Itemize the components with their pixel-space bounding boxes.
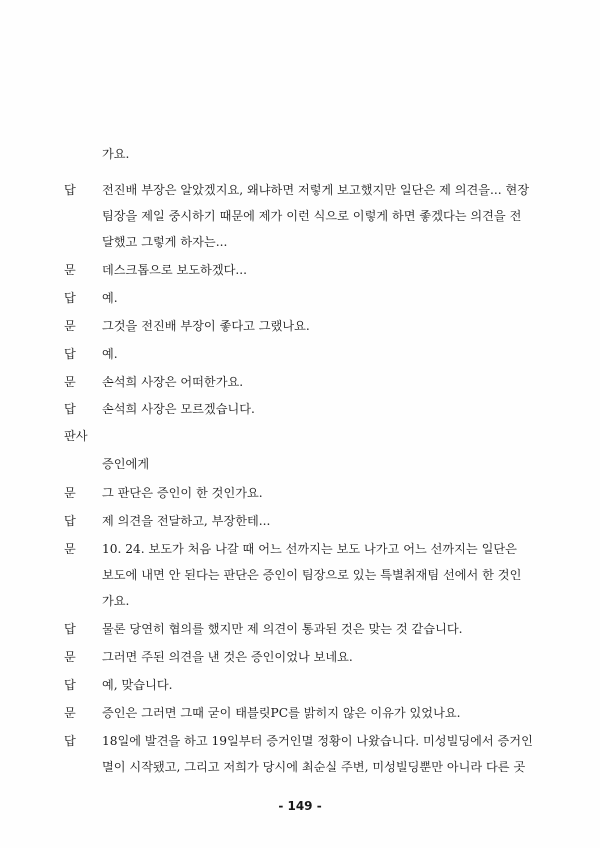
transcript-text-line: 가요. [102, 147, 130, 161]
transcript-text-line: 달했고 그렇게 하자는... [102, 235, 228, 249]
judge-label: 판사 [64, 429, 88, 443]
answer-label: 답 [64, 514, 76, 528]
transcript-text-line: 증인에게 [102, 457, 150, 471]
page-number: - 149 - [278, 799, 322, 813]
transcript-text-line: 증인은 그러면 그때 굳이 태블릿PC를 밝히지 않은 이유가 있었나요. [102, 706, 461, 720]
question-label: 문 [64, 263, 76, 277]
transcript-text-line: 10. 24. 보도가 처음 나갈 때 어느 선까지는 보도 나가고 어느 선까지는 일단은 [102, 542, 517, 556]
answer-label: 답 [64, 183, 76, 197]
answer-label: 답 [64, 402, 76, 416]
answer-label: 답 [64, 678, 76, 692]
question-label: 문 [64, 319, 76, 333]
question-label: 문 [64, 650, 76, 664]
transcript-text-line: 그 판단은 증인이 한 것인가요. [102, 486, 263, 500]
transcript-text-line: 손석희 사장은 어떠한가요. [102, 375, 244, 389]
transcript-text-line: 제 의견을 전달하고, 부장한테... [102, 514, 271, 528]
answer-label: 답 [64, 347, 76, 361]
answer-label: 답 [64, 291, 76, 305]
transcript-text-line: 전진배 부장은 알았겠지요, 왜냐하면 저렇게 보고했지만 일단은 제 의견을... 현장 [102, 183, 530, 197]
question-label: 문 [64, 542, 76, 556]
transcript-text-line: 손석희 사장은 모르겠습니다. [102, 402, 255, 416]
transcript-text-line: 멸이 시작됐고, 그리고 저희가 당시에 최순실 주변, 미성빌딩뿐만 아니라 다른 곳 [102, 760, 526, 774]
transcript-text-line: 예, 맞습니다. [102, 678, 173, 692]
question-label: 문 [64, 486, 76, 500]
transcript-text-line: 그러면 주된 의견을 낸 것은 증인이었나 보네요. [102, 650, 353, 664]
transcript-text-line: 가요. [102, 594, 130, 608]
transcript-text-line: 18일에 발견을 하고 19일부터 증거인멸 정황이 나왔습니다. 미성빌딩에서 증거인 [102, 734, 533, 748]
transcript-text-line: 보도에 내면 안 된다는 판단은 증인이 팀장으로 있는 특별취재팀 선에서 한 것인 [102, 568, 522, 582]
transcript-text-line: 예. [102, 347, 118, 361]
question-label: 문 [64, 375, 76, 389]
transcript-text-line: 그것을 전진배 부장이 좋다고 그랬나요. [102, 319, 310, 333]
question-label: 문 [64, 706, 76, 720]
answer-label: 답 [64, 622, 76, 636]
transcript-text-line: 물론 당연히 협의를 했지만 제 의견이 통과된 것은 맞는 것 같습니다. [102, 622, 463, 636]
transcript-text-line: 팀장을 제일 중시하기 때문에 제가 이런 식으로 이렇게 하면 좋겠다는 의견을 전 [102, 209, 522, 223]
answer-label: 답 [64, 734, 76, 748]
transcript-text-line: 예. [102, 291, 118, 305]
transcript-text-line: 데스크톱으로 보도하겠다... [102, 263, 248, 277]
